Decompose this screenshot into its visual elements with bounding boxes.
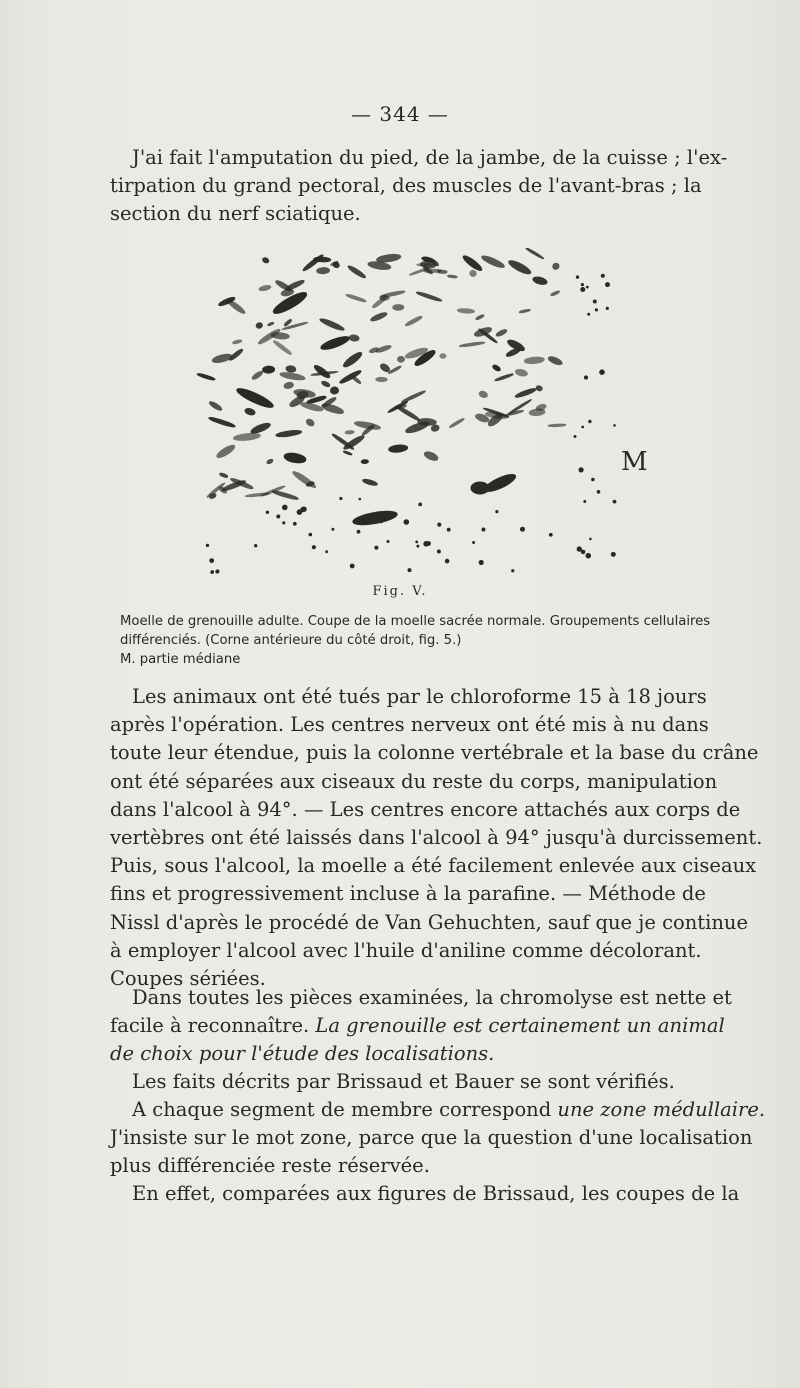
nerve-cell [459, 341, 485, 347]
nerve-cell [345, 293, 366, 302]
nerve-cell [388, 444, 408, 453]
stipple-dot [586, 286, 588, 288]
stipple-dot [611, 552, 615, 556]
stipple-dot [277, 515, 280, 518]
stipple-dot [438, 523, 441, 526]
nerve-cell [547, 355, 563, 366]
stipple-dot [521, 527, 525, 531]
nerve-cell [343, 451, 352, 456]
nerve-cell [262, 366, 274, 373]
text-line: section du nerf sciatique. [110, 202, 361, 226]
stipple-dot [588, 313, 590, 315]
text-line: J'ai fait l'amputation du pied, de la jambe, de la cuisse ; l'ex- [132, 146, 728, 169]
stipple-dot [586, 553, 591, 558]
stipple-dot [582, 426, 584, 428]
nerve-cell [215, 443, 236, 460]
nerve-cell [440, 354, 446, 359]
nerve-cell [319, 317, 345, 332]
nerve-cell [535, 385, 543, 392]
figure-caption [120, 612, 711, 669]
stipple-dot [419, 503, 422, 506]
stipple-dot [302, 507, 306, 511]
text-line: plus différenciée reste réservée. [110, 1154, 430, 1178]
nerve-cell [515, 368, 528, 377]
spinal-cord-cell-drawing [195, 248, 655, 580]
nerve-cell [550, 290, 560, 296]
nerve-cell [244, 407, 256, 416]
nerve-cell [266, 458, 273, 464]
stipple-dot [309, 533, 312, 536]
stipple-dot [473, 542, 475, 544]
intro-paragraph [110, 144, 728, 229]
page-number: — 344 — [351, 102, 449, 126]
nerve-cell [478, 390, 488, 399]
nerve-cell [401, 390, 426, 404]
stipple-dot [606, 307, 608, 309]
stipple-dot [404, 520, 409, 525]
nerve-cell [349, 335, 359, 342]
large-nerve-cell [471, 482, 489, 494]
nerve-cell [291, 470, 317, 490]
stipple-dot [375, 546, 378, 549]
stipple-dot [482, 528, 485, 531]
stipple-dot [206, 544, 208, 546]
large-nerve-cell [320, 334, 351, 352]
text-line: Les faits décrits par Brissaud et Bauer se sont vérifiés. [132, 1070, 675, 1093]
nerve-cell [423, 450, 439, 462]
nerve-cell [495, 328, 507, 337]
nerve-cell [330, 387, 338, 394]
stipple-dot [579, 468, 583, 472]
nerve-cell [232, 339, 242, 344]
nerve-cell [267, 322, 274, 326]
conclusion-paragraph [110, 984, 732, 1069]
nerve-cell [481, 254, 506, 269]
stipple-dot [584, 376, 587, 379]
figure-illustration [195, 248, 655, 580]
stipple-dot [600, 370, 605, 375]
stipple-dot [387, 541, 389, 543]
stipple-dot [340, 497, 342, 499]
text-line [110, 1012, 725, 1040]
text-line [110, 1096, 766, 1124]
nerve-cell [393, 305, 404, 311]
italic-segment: une zone médullaire. [557, 1098, 766, 1121]
nerve-cell [431, 424, 440, 431]
caption-line: Moelle de grenouille adulte. Coupe de la moelle sacrée normale. Groupements cellulaires [120, 614, 711, 629]
zone-paragraph [110, 1096, 766, 1181]
stipple-dot [417, 545, 419, 547]
stipple-dot [357, 530, 360, 533]
nerve-cell [397, 356, 404, 362]
stipple-dot [297, 510, 302, 515]
italic-segment: de choix pour l'étude des localisations. [110, 1042, 495, 1066]
nerve-cell [475, 314, 484, 320]
stipple-dot [211, 572, 213, 574]
stipple-dot [350, 564, 354, 568]
text-line: vertèbres ont été laissés dans l'alcool à 94° jusqu'à durcissement. [110, 826, 763, 850]
stipple-dot [512, 570, 514, 572]
text-line: J'insiste sur le mot zone, parce que la question d'une localisation [110, 1126, 753, 1150]
stipple-dot [445, 559, 449, 563]
stipple-dot [359, 498, 361, 500]
nerve-cell [273, 340, 293, 356]
stipple-dot [326, 551, 328, 553]
text-line: Puis, sous l'alcool, la moelle a été facilement enlevée aux ciseaux [110, 854, 757, 878]
caption-line: M. partie médiane [120, 652, 241, 667]
stipple-dot [380, 520, 383, 523]
stipple-dot [447, 528, 450, 531]
stipple-dot [496, 511, 498, 513]
nerve-cell [347, 264, 367, 279]
stipple-dot [216, 570, 219, 573]
stipple-dot [576, 276, 578, 278]
nerve-cell [276, 429, 302, 438]
stipple-dot [332, 528, 334, 530]
stipple-dot [606, 283, 610, 287]
large-nerve-cell [235, 385, 275, 410]
stipple-dot [614, 425, 616, 427]
nerve-cell [515, 387, 537, 399]
stipple-dot [408, 569, 411, 572]
stipple-dot [255, 545, 257, 547]
final-paragraph [110, 1180, 740, 1208]
stipple-dot [283, 522, 285, 524]
nerve-cell [321, 380, 331, 387]
nerve-cell [286, 365, 297, 373]
text-line: ont été séparées aux ciseaux du reste du corps, manipulation [110, 769, 718, 793]
stipple-dot [592, 478, 595, 481]
stipple-dot [595, 309, 597, 311]
stipple-dot [416, 541, 418, 543]
nerve-cell [376, 377, 387, 381]
text-line: Les animaux ont été tués par le chloroforme 15 à 18 jours [132, 685, 707, 708]
stipple-dot [574, 436, 576, 438]
text-line: tirpation du grand pectoral, des muscles de l'avant-bras ; la [110, 174, 702, 198]
text-segment: A chaque segment de membre correspond [132, 1098, 558, 1121]
nerve-cell [219, 472, 228, 478]
stipple-dot [613, 500, 616, 503]
nerve-cell [492, 364, 501, 372]
nerve-cell [495, 373, 514, 382]
text-line [110, 1040, 700, 1068]
stipple-dot [597, 491, 600, 494]
stipple-dot [424, 542, 429, 547]
nerve-cell [388, 365, 402, 374]
nerve-cell [345, 430, 354, 434]
stipple-dot [593, 300, 596, 303]
text-line: fins et progressivement incluse à la parafine. — Méthode de [110, 882, 706, 906]
nerve-cell [405, 315, 423, 327]
nerve-cell [379, 362, 391, 373]
stipple-dot [584, 501, 586, 503]
facts-paragraph [110, 1068, 700, 1096]
nerve-cell [380, 290, 405, 298]
nerve-cell [271, 332, 290, 340]
stipple-dot [312, 546, 315, 549]
nerve-cell [305, 418, 315, 427]
nerve-cell [233, 432, 261, 441]
text-line: à employer l'alcool avec l'huile d'aniline comme décolorant. [110, 938, 702, 962]
text-line: toute leur étendue, puis la colonne vertébrale et la base du crâne [110, 741, 759, 765]
text-line: En effet, comparées aux figures de Brissaud, les coupes de la [132, 1182, 740, 1205]
median-marker-label: M [621, 447, 648, 477]
stipple-dot [581, 284, 583, 286]
methods-paragraph [110, 683, 763, 993]
stipple-dot [590, 538, 592, 540]
nerve-cell [208, 400, 222, 411]
caption-line: différenciés. (Corne antérieure du côté droit, fig. 5.) [120, 633, 462, 648]
text-line: dans l'alcool à 94°. — Les centres encore attachés aux corps de [110, 797, 741, 821]
stipple-dot [601, 274, 604, 277]
italic-segment: La grenouille est certainement un animal [315, 1014, 725, 1038]
nerve-cell [462, 254, 484, 273]
nerve-cell [251, 370, 264, 381]
nerve-cell [259, 285, 272, 292]
text-line: Nissl d'après le procédé de Van Gehuchten, sauf que je continue [110, 910, 749, 934]
nerve-cell [317, 267, 330, 274]
stipple-dot [479, 560, 483, 564]
nerve-cell [525, 248, 544, 260]
stipple-dot [577, 547, 581, 551]
nerve-cell [507, 258, 532, 276]
nerve-cell [449, 418, 465, 429]
nerve-cell [208, 416, 235, 428]
nerve-cell [457, 308, 474, 313]
stipple-dot [383, 516, 385, 518]
text-segment: facile à reconnaître. [110, 1014, 316, 1038]
figure-label: Fig. V. [372, 584, 428, 599]
nerve-cell [321, 402, 345, 415]
large-nerve-cell [283, 452, 306, 465]
nerve-cell [272, 490, 299, 501]
nerve-cell [342, 350, 364, 369]
stipple-dot [589, 420, 591, 422]
nerve-cell [532, 276, 548, 286]
nerve-cell [361, 460, 368, 464]
stipple-dot [210, 559, 214, 563]
nerve-cell [370, 311, 388, 322]
nerve-cell [416, 291, 442, 302]
text-line: Dans toutes les pièces examinées, la chromolyse est nette et [132, 986, 732, 1009]
text-line: après l'opération. Les centres nerveux ont été mis à nu dans [110, 713, 709, 737]
stipple-dot [293, 522, 296, 525]
text-line: Coupes sériées. [110, 967, 266, 991]
stipple-dot [581, 550, 585, 554]
nerve-cell [469, 270, 477, 278]
nerve-cell [552, 262, 561, 271]
stipple-dot [437, 550, 440, 553]
nerve-cell [197, 373, 216, 381]
nerve-cell [256, 322, 264, 329]
stipple-dot [581, 288, 585, 292]
nerve-cell [262, 257, 270, 264]
nerve-cell [280, 371, 306, 381]
nerve-cell [283, 382, 293, 390]
large-nerve-cell [352, 509, 398, 528]
nerve-cell [519, 309, 531, 314]
nerve-cell [535, 403, 546, 411]
nerve-cell [524, 356, 544, 364]
stipple-dot [266, 511, 268, 513]
nerve-cell [362, 478, 378, 486]
stipple-dot [549, 533, 552, 536]
stipple-dot [283, 505, 288, 510]
nerve-cell [548, 424, 566, 427]
nerve-cell [395, 404, 407, 409]
nerve-cell [447, 275, 457, 279]
